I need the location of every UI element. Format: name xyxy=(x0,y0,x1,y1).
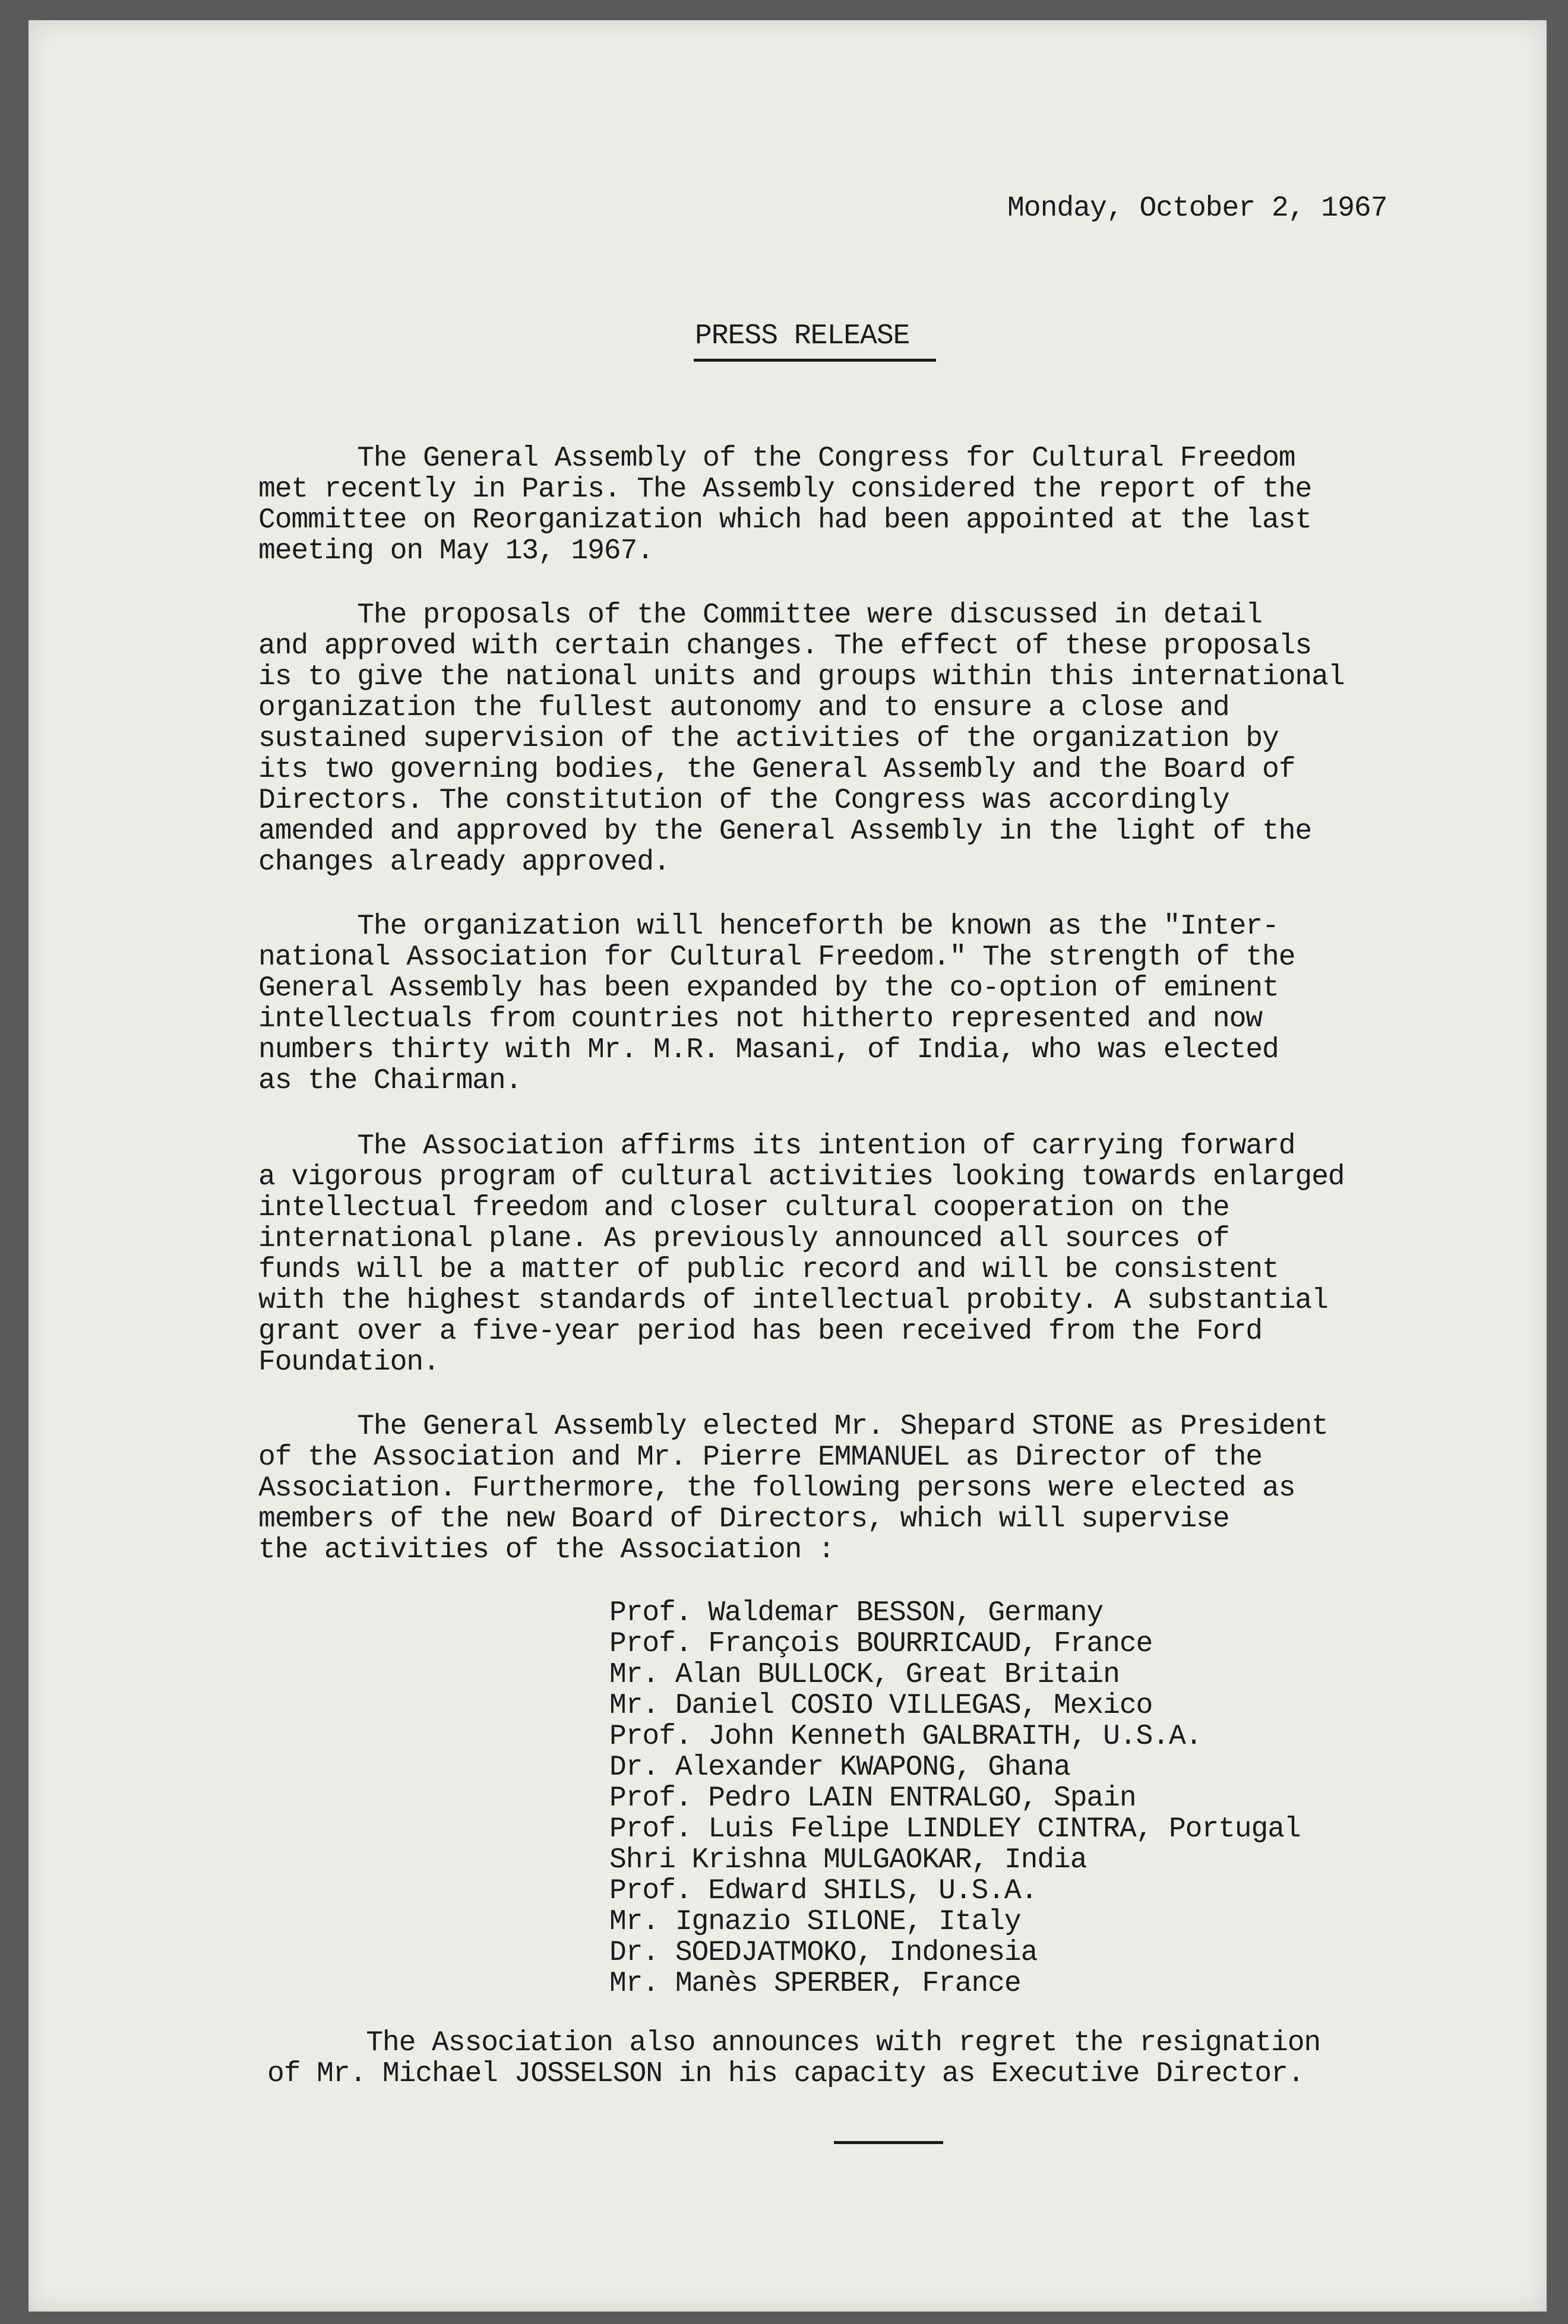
board-member: Mr. Alan BULLOCK, Great Britain xyxy=(609,1659,1120,1691)
board-member: Prof. John Kenneth GALBRAITH, U.S.A. xyxy=(609,1721,1202,1753)
text-line: The proposals of the Committee were discussed in detail xyxy=(258,599,1262,631)
text-line: met recently in Paris. The Assembly considered the report of the xyxy=(258,473,1312,505)
board-member: Prof. Pedro LAIN ENTRALGO, Spain xyxy=(609,1782,1136,1814)
text-line: with the highest standards of intellectual probity. A substantial xyxy=(258,1285,1328,1317)
document-title: PRESS RELEASE xyxy=(695,320,910,352)
board-member: Dr. Alexander KWAPONG, Ghana xyxy=(609,1751,1070,1784)
text-line: Directors. The constitution of the Congress was accordingly xyxy=(258,785,1229,817)
text-line: of the Association and Mr. Pierre EMMANUEL as Director of the xyxy=(258,1441,1262,1474)
text-line: international plane. As previously announced all sources of xyxy=(258,1223,1229,1255)
board-member: Prof. Edward SHILS, U.S.A. xyxy=(609,1875,1038,1907)
board-member: Mr. Daniel COSIO VILLEGAS, Mexico xyxy=(609,1690,1153,1722)
board-member: Dr. SOEDJATMOKO, Indonesia xyxy=(609,1937,1038,1969)
title-underline xyxy=(694,359,936,362)
text-line: funds will be a matter of public record and will be consistent xyxy=(258,1254,1279,1286)
text-line: sustained supervision of the activities of the organization by xyxy=(258,723,1279,755)
text-line: organization the fullest autonomy and to ensure a close and xyxy=(258,692,1229,724)
text-line: is to give the national units and groups within this international xyxy=(258,661,1345,693)
text-line: The Association also announces with regret the resignation xyxy=(267,2027,1321,2059)
text-line: as the Chairman. xyxy=(258,1065,522,1097)
text-line: intellectuals from countries not hitherto represented and now xyxy=(258,1003,1262,1035)
board-member: Mr. Manès SPERBER, France xyxy=(609,1968,1021,2000)
board-member: Prof. François BOURRICAUD, France xyxy=(609,1628,1153,1660)
text-line: numbers thirty with Mr. M.R. Masani, of India, who was elected xyxy=(258,1034,1279,1066)
end-rule xyxy=(834,2141,943,2144)
text-line: Committee on Reorganization which had been appointed at the last xyxy=(258,504,1312,536)
text-line: intellectual freedom and closer cultural cooperation on the xyxy=(258,1192,1229,1224)
text-line: Association. Furthermore, the following persons were elected as xyxy=(258,1472,1295,1504)
text-line: Foundation. xyxy=(258,1346,440,1378)
text-line: national Association for Cultural Freedom." The strength of the xyxy=(258,941,1295,973)
document-page xyxy=(29,20,1547,2312)
release-date: Monday, October 2, 1967 xyxy=(1007,192,1387,225)
text-line: the activities of the Association : xyxy=(258,1534,834,1566)
board-member: Prof. Waldemar BESSON, Germany xyxy=(609,1597,1104,1629)
text-line: meeting on May 13, 1967. xyxy=(258,535,653,567)
text-line: changes already approved. xyxy=(258,846,670,878)
text-line: General Assembly has been expanded by the co-option of eminent xyxy=(258,972,1279,1004)
text-line: The General Assembly elected Mr. Shepard STONE as President xyxy=(258,1411,1328,1443)
text-line: The organization will henceforth be known as the "Inter- xyxy=(258,910,1279,943)
board-member: Prof. Luis Felipe LINDLEY CINTRA, Portugal xyxy=(609,1813,1301,1845)
text-line: of Mr. Michael JOSSELSON in his capacity as Executive Director. xyxy=(267,2058,1304,2090)
text-line: The Association affirms its intention of carrying forward xyxy=(258,1130,1295,1162)
board-member: Shri Krishna MULGAOKAR, India xyxy=(609,1844,1087,1876)
text-line: The General Assembly of the Congress for Cultural Freedom xyxy=(258,442,1295,475)
text-line: grant over a five-year period has been received from the Ford xyxy=(258,1316,1262,1348)
board-member: Mr. Ignazio SILONE, Italy xyxy=(609,1906,1021,1938)
text-line: a vigorous program of cultural activities looking towards enlarged xyxy=(258,1161,1345,1193)
text-line: its two governing bodies, the General Assembly and the Board of xyxy=(258,754,1295,786)
text-line: amended and approved by the General Assembly in the light of the xyxy=(258,815,1312,848)
text-line: members of the new Board of Directors, which will supervise xyxy=(258,1503,1229,1535)
text-line: and approved with certain changes. The effect of these proposals xyxy=(258,630,1312,662)
